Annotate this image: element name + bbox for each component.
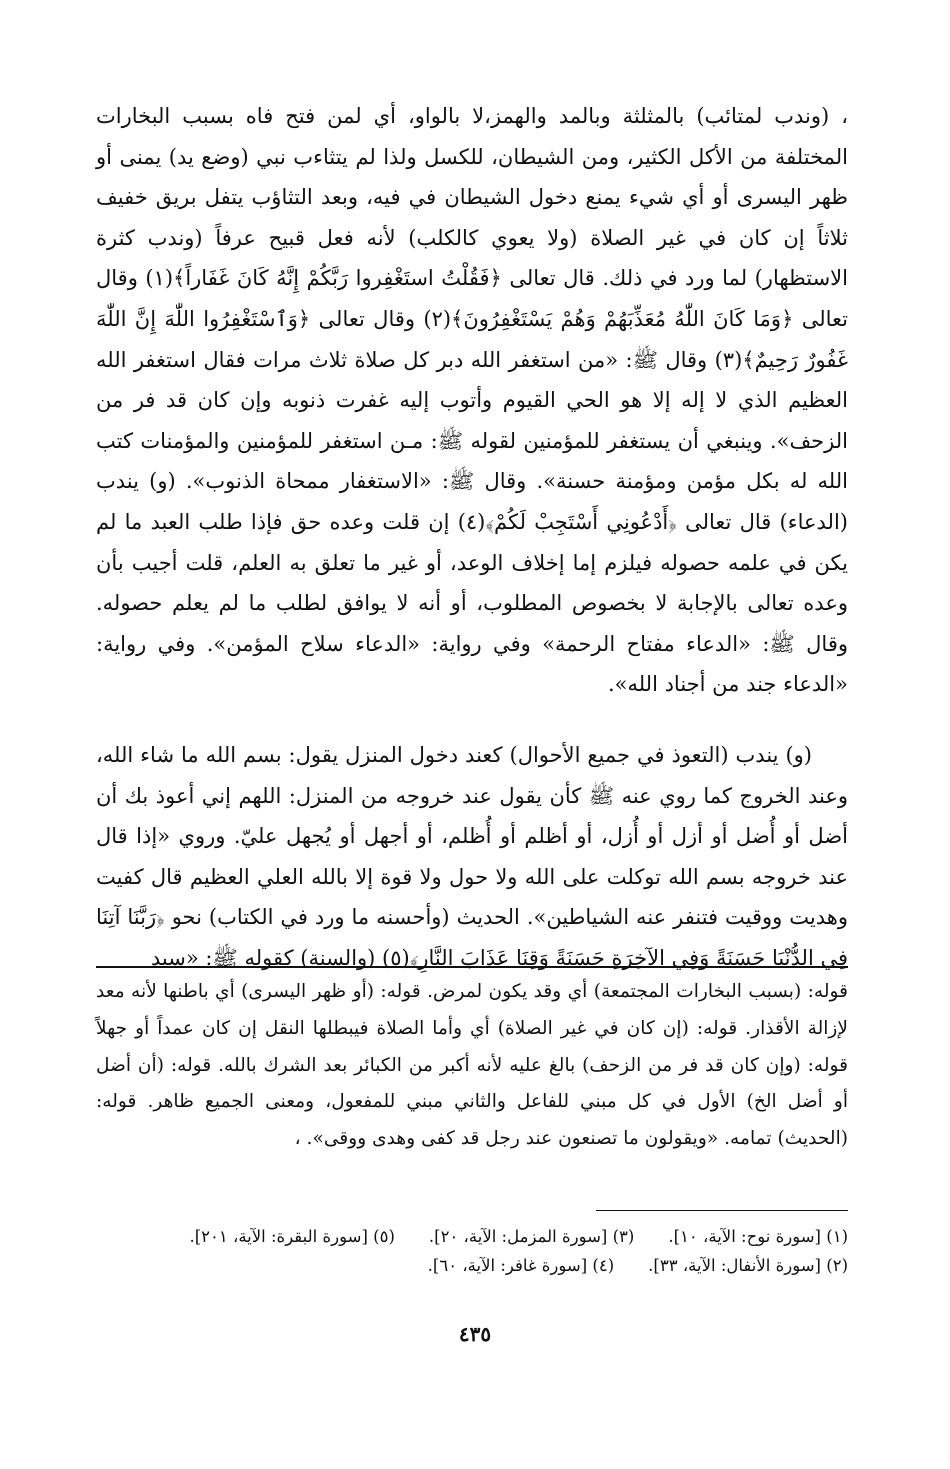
footnotes bbox=[96, 1222, 848, 1280]
footnote-divider bbox=[596, 1210, 848, 1211]
main-text bbox=[96, 96, 848, 978]
page-number: ٤٣٥ bbox=[458, 1322, 492, 1346]
footnote-4: (٤) [سورة غافر: الآية، ٦٠]. bbox=[427, 1256, 615, 1275]
footnote-1: (١) [سورة نوح: الآية، ١٠]. bbox=[668, 1227, 848, 1246]
footnote-row-2 bbox=[96, 1251, 848, 1280]
commentary-block bbox=[96, 974, 848, 1158]
footnote-3: (٣) [سورة المزمل: الآية، ٢٠]. bbox=[428, 1227, 635, 1246]
footnote-2: (٢) [سورة الأنفال: الآية، ٣٣]. bbox=[648, 1256, 848, 1275]
main-paragraph-1: ، (وندب لمتائب) بالمثلثة وبالمد والهمز،لا بالواو، أي لمن فتح فاه بسبب البخارات المختلفة من الأكل الكثير، ومن الشيطان، للكسل ولذا لم يتثاءب نبي (وضع يد) يمنى أو ظهر اليسرى أو أي شيء يمنع دخول الشيطان في فيه، وبعد التثاؤب يتفل بريق خفيف ثلاثاً إن كان في غير الصلاة (ولا يعوي كالكلب) لأنه فعل قبيح عرفاً (وندب كثرة الاستظهار) لما ورد في ذلك. قال تعالى ﴿فَقُلْتُ استَغْفِروا رَبَّكُمْ إِنَّهُ كَانَ غَفَاراً﴾(١) وقال تعالى ﴿وَمَا كَانَ اللّٰهُ مُعَذِّبَهُمْ وَهُمْ يَسْتَغْفِرُونَ﴾(٢) وقال تعالى ﴿وَٱسْتَغْفِرُوا اللّٰهَ إِنَّ اللّٰهَ غَفُورٌ رَحِيمٌ﴾(٣) وقال ﷺ: «من استغفر الله دبر كل صلاة ثلاث مرات فقال استغفر الله العظيم الذي لا إله إلا هو الحي القيوم وأتوب إليه غفرت ذنوبه وإن كان قد فر من الزحف». وينبغي أن يستغفر للمؤمنين لقوله ﷺ: مـن استغفر للمؤمنين والمؤمنات كتب الله له بكل مؤمن ومؤمنة حسنة». وقال ﷺ: «الاستغفار ممحاة الذنوب». (و) يندب (الدعاء) قال تعالى ﴿أَدْعُونِي أَسْتَجِبْ لَكُمْ﴾(٤) إن قلت وعده حق فإذا طلب العبد ما لم يكن في علمه حصوله فيلزم إما إخلاف الوعد، أو غير ما تعلق به العلم، قلت أجيب بأن وعده تعالى بالإجابة لا بخصوص المطلوب، أو أنه لا يوافق لطلب ما لم يعلم حصوله. وقال ﷺ: «الدعاء مفتاح الرحمة» وفي رواية: «الدعاء سلاح المؤمن». وفي رواية: «الدعاء جند من أجناد الله». bbox=[96, 104, 849, 697]
commentary-text: قوله: (بسبب البخارات المجتمعة) أي وقد يكون لمرض. قوله: (أو ظهر اليسرى) أي باطنها لأنه معد لإزالة الأقذار. قوله: (إن كان في غير الصلاة) أي وأما الصلاة فيبطلها النقل إن كان عمداً أو جهلاً قوله: (وإن كان قد فر من الزحف) بالغ عليه لأنه أكبر من الكبائر بعد الشرك بالله. قوله: (أن أضل أو أضل الخ) الأول في كل مبني للفاعل والثاني مبني للمفعول، ومعنى الجميع ظاهر. قوله: (الحديث) تمامه. «ويقولون ما تصنعون عند رجل قد كفى وهدى ووقى». ، bbox=[96, 981, 848, 1150]
main-paragraph-2: (و) يندب (التعوذ في جميع الأحوال) كعند دخول المنزل يقول: بسم الله ما شاء الله، وعند الخروج كما روي عنه ﷺ كأن يقول عند خروجه من المنزل: اللهم إني أعوذ بك أن أضل أو أُضل أو أزل أو أُزل، أو أظلم أو أُظلم، أو أجهل أو يُجهل عليّ. وروي «إذا قال عند خروجه بسم الله توكلت على الله ولا حول ولا قوة إلا بالله العلي العظيم قال كفيت وهديت ووقيت فتنفر عنه الشياطين». الحديث (وأحسنه ما ورد في الكتاب) نحو ﴿رَبَّنَا آتِنَا فِي الدُّنْيَا حَسَنَةً وَفِي الآخِرَةِ حَسَنَةً وَقِنَا عَذَابَ النَّارِ﴾(٥) (والسنة) كقوله ﷺ: «سيد bbox=[96, 742, 848, 970]
footnote-row-1 bbox=[96, 1222, 848, 1251]
commentary-divider bbox=[96, 966, 848, 968]
footnote-5: (٥) [سورة البقرة: الآية، ٢٠١]. bbox=[189, 1227, 395, 1246]
